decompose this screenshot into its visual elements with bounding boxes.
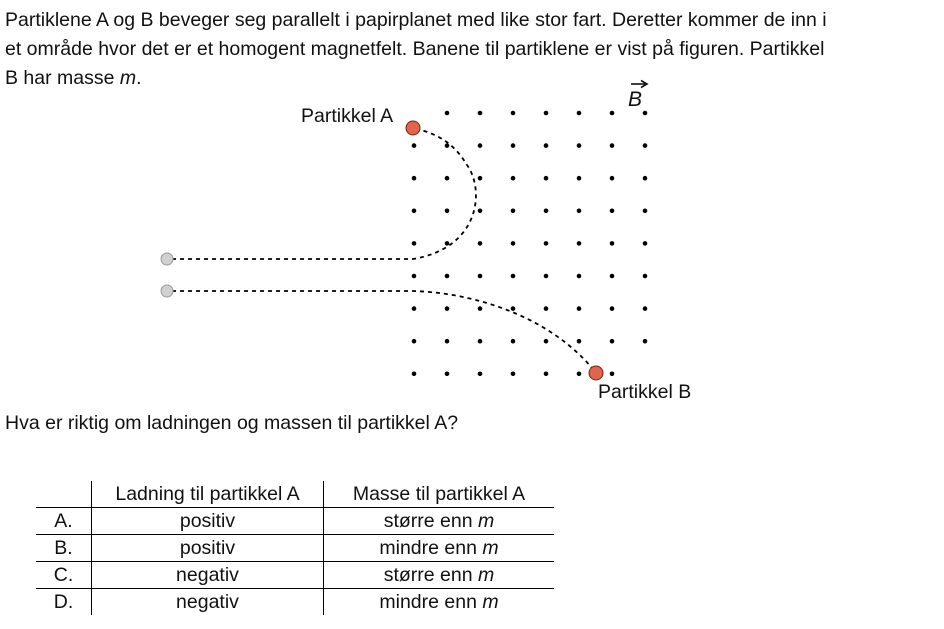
table-header-row — [36, 481, 554, 508]
field-dot — [544, 372, 549, 377]
option-letter: C. — [36, 562, 92, 589]
answer-table — [36, 481, 554, 615]
field-dot — [445, 111, 450, 116]
field-dot — [478, 176, 483, 181]
field-dot — [478, 209, 483, 214]
field-dot — [577, 372, 582, 377]
intro-line-1: Partiklene A og B beveger seg parallelt i papirplanet med like stor fart. Deretter kommer de inn i — [5, 9, 827, 31]
field-dot — [445, 339, 450, 344]
field-dot — [643, 241, 648, 246]
mass-symbol: m — [119, 67, 137, 89]
field-dot — [610, 372, 615, 377]
field-dot — [610, 176, 615, 181]
particle-b — [589, 366, 603, 380]
question-text: Hva er riktig om ladningen og massen til partikkel A? — [5, 412, 459, 434]
field-dot — [511, 274, 516, 279]
field-dot — [544, 111, 549, 116]
field-dot — [478, 111, 483, 116]
field-dot — [577, 111, 582, 116]
field-dot — [577, 209, 582, 214]
intro-line-3-text: B har masse — [5, 67, 120, 89]
field-dot — [577, 339, 582, 344]
option-charge: negativ — [92, 562, 324, 589]
field-symbol: B — [628, 88, 643, 111]
option-mass-var: m — [478, 510, 495, 532]
field-dot-grid — [412, 111, 648, 376]
option-mass-text: større enn — [383, 564, 479, 586]
field-dot — [577, 274, 582, 279]
field-dot — [643, 339, 648, 344]
field-dot — [643, 111, 648, 116]
field-dot — [511, 306, 516, 311]
field-dot — [643, 143, 648, 148]
field-dot — [610, 306, 615, 311]
option-charge: negativ — [92, 589, 324, 616]
field-dot — [478, 372, 483, 377]
option-row-b[interactable] — [36, 535, 554, 562]
field-dot — [544, 306, 549, 311]
field-dot — [445, 209, 450, 214]
particle-b-start — [161, 285, 173, 297]
option-letter: B. — [36, 535, 92, 562]
field-dot — [511, 241, 516, 246]
particle-a-start — [161, 253, 173, 265]
option-charge: positiv — [92, 508, 324, 535]
option-mass-var: m — [482, 537, 499, 559]
field-dot — [412, 209, 417, 214]
field-dot — [643, 209, 648, 214]
field-dot — [643, 306, 648, 311]
field-dot — [412, 176, 417, 181]
option-row-a[interactable] — [36, 508, 554, 535]
intro-line-2: et område hvor det er et homogent magnetfelt. Banene til partiklene er vist på figuren. Partikkel — [5, 38, 825, 60]
field-dot — [610, 241, 615, 246]
field-dot — [412, 372, 417, 377]
option-row-c[interactable] — [36, 562, 554, 589]
field-dot — [577, 241, 582, 246]
field-dot — [577, 176, 582, 181]
field-dot — [544, 274, 549, 279]
field-dot — [544, 339, 549, 344]
field-dot — [643, 274, 648, 279]
option-charge: positiv — [92, 535, 324, 562]
label-particle-b: Partikkel B — [598, 381, 692, 403]
option-row-d[interactable] — [36, 589, 554, 616]
field-dot — [511, 111, 516, 116]
field-dot — [610, 111, 615, 116]
field-dot — [478, 241, 483, 246]
field-dot — [577, 306, 582, 311]
option-mass-var: m — [482, 591, 499, 613]
field-dot — [445, 176, 450, 181]
option-mass-text: større enn — [383, 510, 479, 532]
field-dot — [445, 372, 450, 377]
field-dot — [478, 274, 483, 279]
intro-line-3-end: . — [136, 67, 142, 89]
header-empty — [36, 481, 92, 508]
field-dot — [610, 274, 615, 279]
field-dot — [445, 274, 450, 279]
field-dot — [511, 176, 516, 181]
field-dot — [445, 306, 450, 311]
field-dot — [610, 143, 615, 148]
field-dot — [544, 143, 549, 148]
field-dot — [445, 143, 450, 148]
option-mass — [324, 562, 555, 589]
particle-b-path — [172, 291, 596, 373]
field-dot — [511, 372, 516, 377]
option-mass-text: mindre enn — [379, 537, 483, 559]
field-dot — [544, 176, 549, 181]
field-dot — [412, 274, 417, 279]
field-dot — [610, 209, 615, 214]
option-mass-text: mindre enn — [379, 591, 483, 613]
header-charge: Ladning til partikkel A — [92, 481, 324, 508]
field-dot — [478, 306, 483, 311]
field-dot — [544, 241, 549, 246]
field-dot — [544, 209, 549, 214]
particle-a-path — [172, 128, 476, 259]
field-dot — [478, 143, 483, 148]
magnetic-field-label — [628, 81, 647, 112]
field-dot — [577, 143, 582, 148]
header-mass: Masse til partikkel A — [324, 481, 555, 508]
field-dot — [412, 241, 417, 246]
option-mass — [324, 535, 555, 562]
option-mass — [324, 589, 555, 616]
option-letter: D. — [36, 589, 92, 616]
option-letter: A. — [36, 508, 92, 535]
label-particle-a: Partikkel A — [301, 105, 394, 127]
field-dot — [511, 339, 516, 344]
option-mass-var: m — [478, 564, 495, 586]
field-dot — [478, 339, 483, 344]
field-dot — [412, 143, 417, 148]
field-dot — [643, 176, 648, 181]
field-dot — [610, 339, 615, 344]
field-dot — [412, 339, 417, 344]
field-dot — [412, 306, 417, 311]
option-mass — [324, 508, 555, 535]
field-dot — [445, 241, 450, 246]
particle-a — [406, 121, 420, 135]
field-dot — [511, 143, 516, 148]
field-dot — [511, 209, 516, 214]
